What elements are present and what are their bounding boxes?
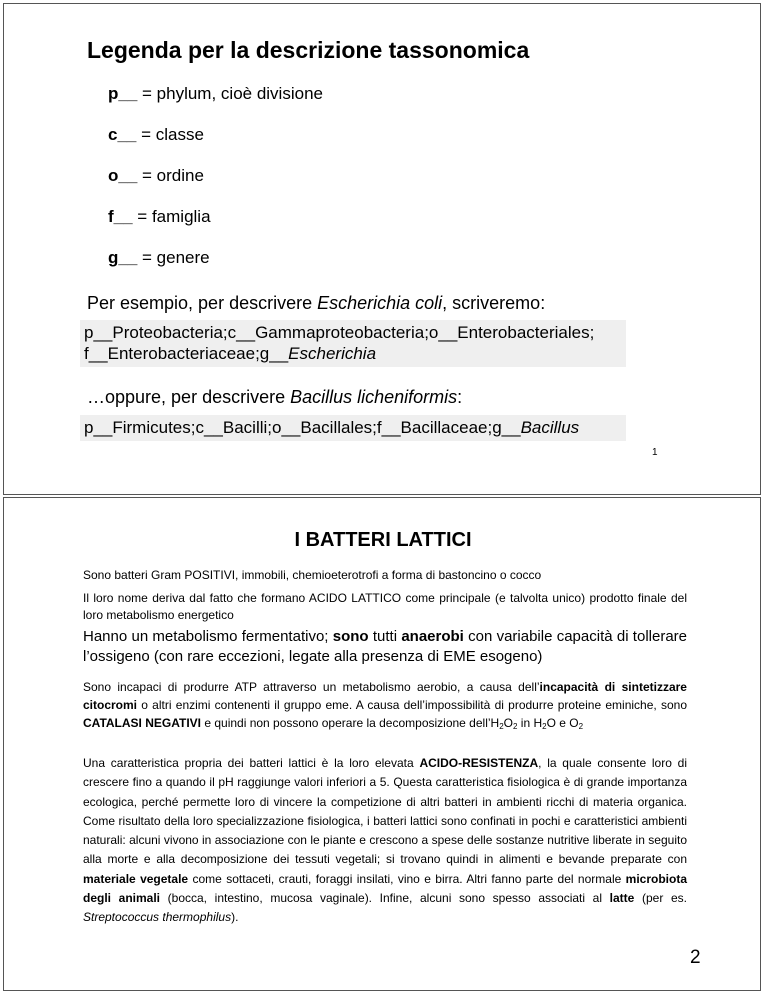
page-number: 2 <box>690 947 701 968</box>
text: Sono incapaci di produrre ATP attraverso un metabolismo aerobio, a causa dell’ <box>83 680 540 694</box>
code-line <box>84 343 622 364</box>
legend-key: f__ <box>108 207 133 226</box>
text: con variabile capacità di tollerare l’ossigeno (con rare eccezioni, legate alla presenza di EME esogeno) <box>83 628 688 665</box>
species-name: Streptococcus thermophilus <box>83 910 232 925</box>
legend-key: c__ <box>108 125 137 144</box>
subscript: 2 <box>578 722 584 731</box>
legend-text: = ordine <box>137 166 204 185</box>
example-text: Per esempio, per descrivere <box>87 293 318 313</box>
example-text: : <box>457 387 463 407</box>
text: in H <box>517 716 543 730</box>
legend-key: g__ <box>108 248 138 267</box>
paragraph-gram: Sono batteri Gram POSITIVI, immobili, chemioeterotrofi a forma di bastoncino o cocco <box>83 568 542 582</box>
text: Hanno un metabolismo fermentativo; <box>83 628 333 645</box>
code-text: p__Firmicutes;c__Bacilli;o__Bacillales;f__Bacillaceae;g__ <box>84 418 521 437</box>
legend-item-ordine <box>108 166 204 186</box>
text: o altri enzimi contenenti il gruppo eme. A causa dell’impossibilità di produrre proteine eminiche, sono <box>137 698 687 712</box>
legend-text: = classe <box>136 125 204 144</box>
paragraph-metabolismo <box>83 627 687 667</box>
taxonomy-code-bacillus <box>80 415 626 441</box>
species-name: Escherichia coli <box>317 293 443 313</box>
legend-text: = phylum, cioè divisione <box>137 84 323 103</box>
subscript: 2 <box>499 722 504 731</box>
text: (bocca, intestino, mucosa vaginale). Infine, alcuni sono spesso associati al <box>160 891 610 906</box>
bold-text: latte <box>609 891 635 906</box>
paragraph-acido-resistenza <box>83 754 687 928</box>
subscript: 2 <box>513 722 518 731</box>
bold-text: ACIDO-RESISTENZA <box>419 756 539 770</box>
legend-text: = famiglia <box>132 207 211 226</box>
code-line: p__Proteobacteria;c__Gammaproteobacteria;o__Enterobacteriales; <box>84 323 595 342</box>
code-text: f__Enterobacteriaceae;g__ <box>84 344 289 363</box>
text: e quindi non possono operare la decomposizione dell’H <box>201 716 500 730</box>
genus-name: Escherichia <box>288 344 377 363</box>
bold-text: incapacità di sintetizzare citocromi <box>83 680 687 712</box>
text: tutti <box>368 628 402 645</box>
example-text: , scriveremo: <box>442 293 546 313</box>
slide-2 <box>3 497 761 991</box>
slide-1 <box>3 3 761 495</box>
text: O <box>503 716 513 730</box>
text: O e O <box>546 716 579 730</box>
text: Una caratteristica propria dei batteri lattici è la loro elevata <box>83 756 420 770</box>
bold-text: anaerobi <box>401 628 464 645</box>
subscript: 2 <box>542 722 547 731</box>
genus-name: Bacillus <box>520 418 580 437</box>
example-intro-bacillus <box>87 387 462 408</box>
legend-item-phylum <box>108 84 323 104</box>
legend-item-classe <box>108 125 204 145</box>
taxonomy-code-ecoli <box>80 320 626 367</box>
bold-text: sono <box>332 628 369 645</box>
slide-title: I BATTERI LATTICI <box>294 529 472 551</box>
legend-item-famiglia <box>108 207 211 227</box>
bold-text: microbiota degli animali <box>83 871 688 906</box>
legend-text: = genere <box>137 248 210 267</box>
bold-text: CATALASI NEGATIVI <box>83 716 201 730</box>
example-text: …oppure, per descrivere <box>87 387 291 407</box>
species-name: Bacillus licheniformis <box>290 387 458 407</box>
text: come sottaceti, crauti, foraggi insilati, vino e birra. Altri fanno parte del normale <box>188 871 626 886</box>
text: ). <box>231 910 239 925</box>
legend-key: p__ <box>108 84 138 103</box>
slide-title: Legenda per la descrizione tassonomica <box>87 37 530 63</box>
text: (per es. <box>634 891 688 906</box>
paragraph-catalasi <box>83 678 687 732</box>
bold-text: materiale vegetale <box>83 871 189 886</box>
example-intro-ecoli <box>87 293 545 314</box>
legend-item-genere <box>108 248 210 268</box>
legend-key: o__ <box>108 166 138 185</box>
paragraph-nome: Il loro nome deriva dal fatto che formano ACIDO LATTICO come principale (e talvolta unico) prodotto finale del loro metabolismo energetico <box>83 591 687 622</box>
text: , la quale consente loro di crescere fino a quando il pH raggiunge valori inferiori a 5. Questa caratteristica fisiologica è di grande importanza ecologica, perché permette loro di vincere la competizione di altri batteri in ambienti ricchi di materia organica. Come risultato della loro specializzazione fisiologica, i batteri lattici sono confinati in pochi e caratteristici ambienti naturali: alcuni vivono in associazione con le piante e crescono a spese delle sostanze nutritive liberate in seguito alla morte e alla decomposizione dei tessuti vegetali; si trovano quindi in alimenti e bevande preparate con <box>83 756 688 867</box>
page-number: 1 <box>652 447 658 458</box>
